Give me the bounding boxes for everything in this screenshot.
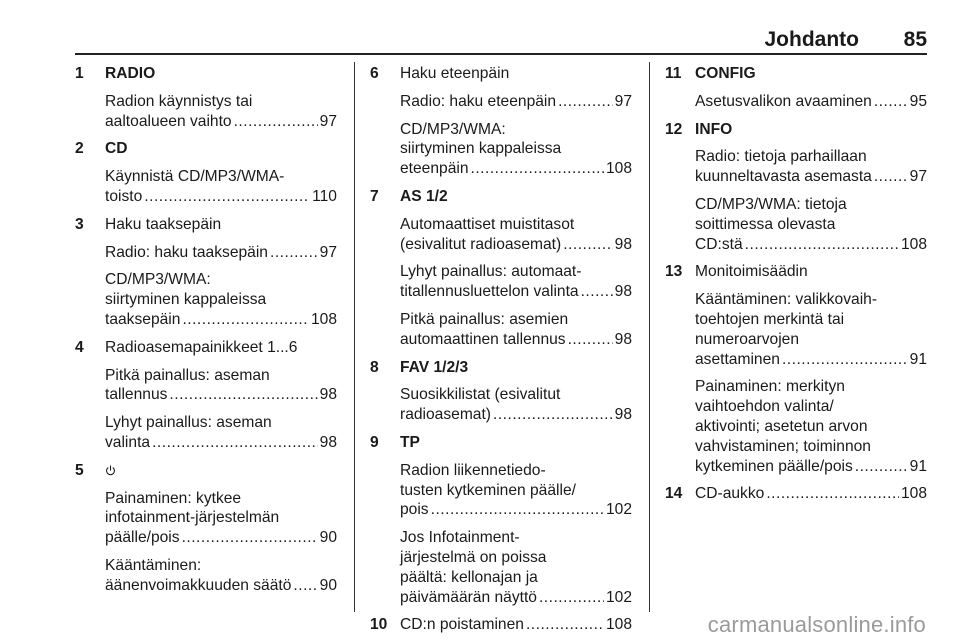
page-reference[interactable]: 108: [605, 160, 632, 178]
control-number: 12: [665, 120, 683, 138]
page-reference[interactable]: 95: [909, 92, 927, 110]
page-reference[interactable]: 98: [614, 406, 632, 424]
control-description: [105, 413, 337, 453]
control-label: CD: [105, 140, 128, 158]
toc-line-with-page: [105, 187, 337, 207]
control-entry: [75, 139, 337, 206]
control-label: Monitoimisäädin: [695, 263, 808, 281]
description-line: Automaattiset muistitasot: [400, 215, 575, 233]
page-reference[interactable]: 108: [605, 616, 632, 634]
control-label: INFO: [695, 120, 733, 138]
control-description: [695, 290, 927, 369]
toc-line-with-page: [695, 167, 927, 187]
toc-text: asettaminen: [695, 350, 780, 368]
control-label: TP: [400, 433, 420, 451]
control-label: [695, 484, 927, 504]
leader-dots: [874, 92, 908, 112]
column-divider-2: [649, 62, 650, 612]
leader-dots: [182, 310, 309, 330]
leader-dots: [493, 405, 613, 425]
toc-line-with-page: [105, 433, 337, 453]
toc-line-with-page: [695, 235, 927, 255]
control-description: [105, 243, 337, 263]
control-description: [400, 528, 632, 607]
control-description: [105, 270, 337, 329]
control-description: [105, 556, 337, 596]
toc-text: eteenpäin: [400, 160, 469, 178]
control-description: [695, 377, 927, 476]
toc-text: CD:n poistaminen: [400, 616, 524, 634]
toc-line-with-page: [105, 385, 337, 405]
description-line: Kääntäminen:: [105, 556, 202, 574]
toc-text: Asetusvalikon avaaminen: [695, 92, 872, 110]
toc-line-with-page: [105, 112, 337, 132]
control-description: [105, 489, 337, 548]
leader-dots: [874, 167, 908, 187]
description-line: Radion liikennetiedo-: [400, 461, 546, 479]
toc-line-with-page: [400, 405, 632, 425]
control-number: 7: [370, 187, 379, 205]
control-label: Haku eteenpäin: [400, 65, 510, 82]
toc-line-with-page: [400, 615, 632, 635]
control-description: [400, 215, 632, 255]
control-number: 9: [370, 433, 379, 451]
control-description: [695, 195, 927, 254]
page-reference[interactable]: 108: [900, 235, 927, 253]
control-entry: [75, 461, 337, 596]
description-line: Käynnistä CD/MP3/WMA-: [105, 168, 285, 186]
control-description: [400, 385, 632, 425]
control-description: [400, 310, 632, 350]
leader-dots: [782, 350, 908, 370]
toc-line-with-page: [695, 457, 927, 477]
leader-dots: [431, 500, 604, 520]
page-reference[interactable]: 97: [909, 168, 927, 186]
description-line: Jos Infotainment-: [400, 529, 520, 547]
control-number: 11: [665, 65, 682, 82]
page-reference[interactable]: 90: [319, 576, 337, 594]
control-number: 1: [75, 65, 84, 82]
control-label: CONFIG: [695, 65, 756, 82]
page-reference[interactable]: 91: [909, 350, 927, 368]
toc-text: (esivalitut radioasemat): [400, 235, 562, 253]
toc-text: CD:stä: [695, 235, 743, 253]
leader-dots: [182, 528, 318, 548]
leader-dots: [293, 576, 317, 596]
toc-text: CD-aukko: [695, 485, 765, 503]
description-line: CD/MP3/WMA: tietoja: [695, 195, 847, 213]
leader-dots: [563, 235, 612, 255]
description-line: Lyhyt painallus: automaat-: [400, 263, 582, 281]
leader-dots: [526, 615, 604, 635]
leader-dots: [234, 112, 318, 132]
leader-dots: [144, 187, 310, 207]
description-line: Pitkä painallus: aseman: [105, 366, 270, 384]
leader-dots: [855, 457, 908, 477]
description-line: päältä: kellonajan ja: [400, 568, 538, 586]
control-label: AS 1/2: [400, 187, 448, 205]
control-number: 6: [370, 65, 379, 82]
control-entry: [665, 262, 927, 476]
toc-line-with-page: [400, 92, 632, 112]
leader-dots: [581, 282, 613, 302]
toc-line-with-page: [695, 92, 927, 112]
toc-line-with-page: [400, 159, 632, 179]
control-label: [400, 615, 632, 635]
toc-line-with-page: [105, 528, 337, 548]
toc-text: äänenvoimakkuuden säätö: [105, 576, 292, 594]
page-reference[interactable]: 108: [310, 310, 337, 328]
toc-text: automaattinen tallennus: [400, 330, 566, 348]
toc-line-with-page: [695, 484, 927, 504]
description-line: CD/MP3/WMA:: [400, 120, 506, 138]
control-entry: [665, 64, 927, 112]
control-description: [400, 120, 632, 179]
column-1: [75, 64, 337, 596]
control-label: Haku taaksepäin: [105, 215, 222, 233]
description-line: Painaminen: merkityn: [695, 378, 845, 396]
toc-text: päälle/pois: [105, 529, 180, 547]
toc-text: toisto: [105, 187, 143, 205]
control-entry: [75, 64, 337, 131]
page-reference[interactable]: 98: [319, 386, 337, 404]
description-line: aktivointi; asetetun arvon: [695, 417, 868, 435]
control-number: 13: [665, 263, 683, 281]
page-reference[interactable]: 102: [605, 588, 632, 606]
description-line: tusten kytkeminen päälle/: [400, 481, 576, 499]
page-header: [75, 28, 927, 52]
description-line: järjestelmä on poissa: [400, 548, 547, 566]
control-description: [695, 92, 927, 112]
page-reference[interactable]: 97: [319, 243, 337, 261]
column-2: [370, 64, 632, 635]
description-line: CD/MP3/WMA:: [105, 271, 211, 289]
description-line: vaihtoehdon valinta/: [695, 398, 834, 416]
leader-dots: [745, 235, 899, 255]
page-reference[interactable]: 102: [605, 501, 632, 519]
control-entry: [370, 64, 632, 179]
control-entry: [370, 433, 632, 607]
header-divider: [75, 53, 927, 55]
toc-text: Radio: haku taaksepäin: [105, 243, 268, 261]
description-line: infotainment-järjestelmän: [105, 509, 280, 527]
control-description: [105, 366, 337, 406]
control-description: [400, 262, 632, 302]
control-entry: [370, 187, 632, 350]
page-reference[interactable]: 91: [909, 457, 927, 475]
control-description: [400, 92, 632, 112]
page-reference[interactable]: 98: [319, 433, 337, 451]
page-number: 85: [903, 28, 927, 51]
control-label: FAV 1/2/3: [400, 358, 469, 376]
leader-dots: [169, 385, 317, 405]
page-reference[interactable]: 108: [900, 485, 927, 503]
toc-line-with-page: [400, 588, 632, 608]
toc-line-with-page: [400, 282, 632, 302]
toc-line-with-page: [695, 350, 927, 370]
watermark: carmanualsonline.info: [707, 612, 926, 637]
section-title: Johdanto: [764, 28, 859, 51]
control-number: 8: [370, 358, 379, 376]
toc-line-with-page: [400, 500, 632, 520]
power-icon: [105, 462, 116, 473]
toc-line-with-page: [105, 243, 337, 263]
control-entry: [75, 338, 337, 453]
control-entry: [370, 615, 632, 635]
control-entry: [75, 215, 337, 330]
description-line: Lyhyt painallus: aseman: [105, 414, 272, 432]
column-divider-1: [354, 62, 355, 612]
toc-line-with-page: [105, 310, 337, 330]
description-line: toehtojen merkintä tai: [695, 310, 845, 328]
control-number: 14: [665, 485, 683, 503]
toc-text: valinta: [105, 433, 151, 451]
control-number: 4: [75, 338, 84, 356]
description-line: soittimessa olevasta: [695, 215, 836, 233]
page-reference[interactable]: 97: [614, 92, 632, 110]
control-label: RADIO: [105, 65, 156, 82]
description-line: siirtyminen kappaleissa: [400, 140, 562, 158]
leader-dots: [152, 433, 318, 453]
toc-text: pois: [400, 501, 429, 519]
description-line: Pitkä painallus: asemien: [400, 310, 569, 328]
toc-text: tallennus: [105, 386, 168, 404]
toc-line-with-page: [400, 330, 632, 350]
description-line: siirtyminen kappaleissa: [105, 291, 267, 309]
control-label: Radioasemapainikkeet 1...6: [105, 338, 298, 356]
toc-text: kytkeminen päälle/pois: [695, 457, 853, 475]
leader-dots: [558, 92, 613, 112]
control-description: [695, 147, 927, 187]
description-line: Radion käynnistys tai: [105, 92, 253, 110]
page-reference[interactable]: 98: [614, 330, 632, 348]
toc-text: Radio: haku eteenpäin: [400, 92, 557, 110]
control-entry: [370, 358, 632, 425]
description-line: Kääntäminen: valikkovaih-: [695, 291, 878, 309]
toc-text: aaltoalueen vaihto: [105, 112, 232, 130]
leader-dots: [270, 243, 318, 263]
control-number: 5: [75, 461, 84, 479]
toc-text: päivämäärän näyttö: [400, 588, 537, 606]
description-line: Radio: tietoja parhaillaan: [695, 148, 867, 166]
leader-dots: [766, 484, 899, 504]
toc-text: kuunneltavasta asemasta: [695, 168, 872, 186]
leader-dots: [568, 330, 613, 350]
control-description: [105, 167, 337, 207]
description-line: numeroarvojen: [695, 330, 800, 348]
page-reference[interactable]: 98: [614, 283, 632, 301]
control-number: 3: [75, 215, 84, 233]
toc-line-with-page: [400, 235, 632, 255]
page-reference[interactable]: 98: [614, 235, 632, 253]
control-number: 10: [370, 616, 388, 634]
description-line: Painaminen: kytkee: [105, 489, 242, 507]
description-line: Suosikkilistat (esivalitut: [400, 386, 561, 404]
leader-dots: [539, 588, 604, 608]
page-reference[interactable]: 90: [319, 529, 337, 547]
toc-text: radioasemat): [400, 406, 492, 424]
control-entry: [665, 484, 927, 504]
control-label: [105, 461, 337, 481]
page-reference[interactable]: 110: [312, 187, 337, 205]
control-description: [105, 92, 337, 132]
toc-text: titallennusluettelon valinta: [400, 283, 579, 301]
page-reference[interactable]: 97: [319, 112, 337, 130]
toc-line-with-page: [105, 576, 337, 596]
column-3: [665, 64, 927, 504]
toc-text: taaksepäin: [105, 310, 181, 328]
control-entry: [665, 120, 927, 255]
leader-dots: [471, 159, 604, 179]
control-description: [400, 461, 632, 520]
description-line: vahvistaminen; toiminnon: [695, 437, 871, 455]
control-number: 2: [75, 140, 84, 158]
